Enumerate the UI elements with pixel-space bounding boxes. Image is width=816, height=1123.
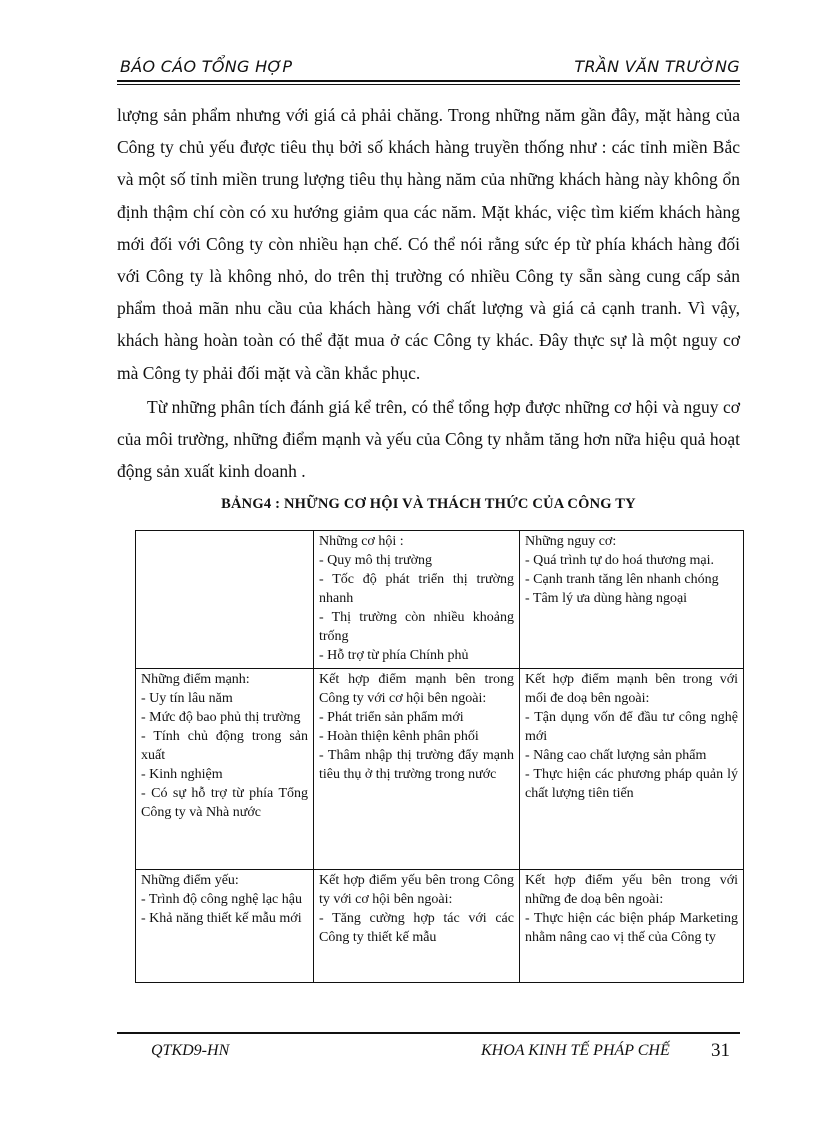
table-title: BẢNG4 : NHỮNG CƠ HỘI VÀ THÁCH THỨC CỦA CÔNG TY: [221, 496, 636, 512]
table-row: [136, 870, 744, 983]
cell-heading: Kết hợp điểm yếu bên trong với những đe doạ bên ngoài:: [525, 873, 738, 907]
cell-item: - Khả năng thiết kế mẫu mới: [141, 911, 302, 926]
cell-item: - Thực hiện các biện pháp Marketing nhằm nâng cao vị thế của Công ty: [525, 911, 738, 945]
cell-item: - Hoàn thiện kênh phân phối: [319, 729, 479, 744]
table-cell: [520, 669, 744, 870]
table-cell: [314, 669, 520, 870]
cell-heading: Những điểm yếu:: [141, 873, 239, 888]
cell-item: - Uy tín lâu năm: [141, 691, 233, 706]
cell-heading: Những nguy cơ:: [525, 534, 617, 549]
cell-item: - Hỗ trợ từ phía Chính phủ: [319, 648, 469, 663]
table-cell: [136, 669, 314, 870]
footer-class-code: QTKD9-HN: [151, 1042, 230, 1059]
cell-heading: Những cơ hội :: [319, 534, 404, 549]
page-number: 31: [711, 1040, 730, 1061]
page-footer: [117, 1040, 740, 1068]
paragraph-2: Từ những phân tích đánh giá kể trên, có thể tổng hợp được những cơ hội và nguy cơ của môi trường, những điểm mạnh và yếu của Công ty nhằm tăng hơn nữa hiệu quả hoạt động sản xuất kinh doanh .: [117, 396, 740, 482]
table-row: [136, 669, 744, 870]
table-cell: [520, 870, 744, 983]
paragraph-1: lượng sản phẩm nhưng với giá cả phải chăng. Trong những năm gần đây, mặt hàng của Công ty chủ yếu được tiêu thụ bởi số khách hàng truyền thống như : các tỉnh miền Bắc và một số tỉnh miền trung lượng tiêu thụ hàng năm của những khách hàng này không ổn định thậm chí còn có xu hướng giảm qua các năm. Mặt khác, việc tìm kiếm khách hàng mới đối với Công ty còn nhiều hạn chế. Có thể nói rằng sức ép từ phía khách hàng đối với Công ty là không nhỏ, do trên thị trường có nhiều Công ty sẵn sàng cung cấp sản phẩm thoả mãn nhu cầu của khách hàng với chất lượng và giá cả cạnh tranh. Vì vậy, khách hàng hoàn toàn có thể đặt mua ở các Công ty khác. Đây thực sự là một nguy cơ mà Công ty phải đối mặt và cần khắc phục.: [117, 105, 740, 383]
footer-rule: [117, 1032, 740, 1034]
header-rule-thin: [117, 84, 740, 85]
footer-faculty: KHOA KINH TẾ PHÁP CHẾ: [481, 1042, 670, 1059]
table-cell: [314, 870, 520, 983]
table-cell: [136, 870, 314, 983]
cell-item: - Cạnh tranh tăng lên nhanh chóng: [525, 572, 719, 587]
cell-item: - Thâm nhập thị trường đẩy mạnh tiêu thụ ở thị trường trong nước: [319, 748, 514, 782]
cell-item: - Tốc độ phát triển thị trường nhanh: [319, 572, 514, 606]
table-row: [136, 531, 744, 669]
table-cell: [136, 531, 314, 669]
table-cell: [520, 531, 744, 669]
cell-heading: Kết hợp điểm mạnh bên trong Công ty với cơ hội bên ngoài:: [319, 672, 514, 706]
cell-item: - Thực hiện các phương pháp quản lý chất lượng tiên tiến: [525, 767, 738, 801]
cell-item: - Tâm lý ưa dùng hàng ngoại: [525, 591, 688, 606]
header-rule: [117, 80, 740, 82]
cell-item: - Thị trường còn nhiều khoảng trống: [319, 610, 514, 644]
cell-item: - Quy mô thị trường: [319, 553, 432, 568]
cell-item: - Có sự hỗ trợ từ phía Tổng Công ty và Nhà nước: [141, 786, 308, 820]
header-author-name: TRẦN VĂN TRƯỜNG: [574, 57, 740, 76]
cell-heading: Những điểm mạnh:: [141, 672, 250, 687]
cell-item: - Trình độ công nghệ lạc hậu: [141, 892, 302, 907]
cell-item: - Tận dụng vốn để đầu tư công nghệ mới: [525, 710, 738, 744]
cell-item: - Phát triển sản phẩm mới: [319, 710, 464, 725]
swot-table: [135, 530, 744, 983]
cell-item: - Tăng cường hợp tác với các Công ty thiết kế mẫu: [319, 911, 514, 945]
cell-item: - Mức độ bao phủ thị trường: [141, 710, 301, 725]
body-text: [117, 99, 740, 487]
cell-heading: Kết hợp điểm yếu bên trong Công ty với cơ hội bên ngoài:: [319, 873, 514, 907]
header-report-title: BÁO CÁO TỔNG HỢP: [120, 57, 293, 76]
cell-heading: Kết hợp điểm mạnh bên trong với mối đe doạ bên ngoài:: [525, 672, 738, 706]
cell-item: - Kinh nghiệm: [141, 767, 223, 782]
cell-item: - Nâng cao chất lượng sản phẩm: [525, 748, 707, 763]
table-cell: [314, 531, 520, 669]
cell-item: - Tính chủ động trong sản xuất: [141, 729, 308, 763]
cell-item: - Quá trình tự do hoá thương mại.: [525, 553, 714, 568]
